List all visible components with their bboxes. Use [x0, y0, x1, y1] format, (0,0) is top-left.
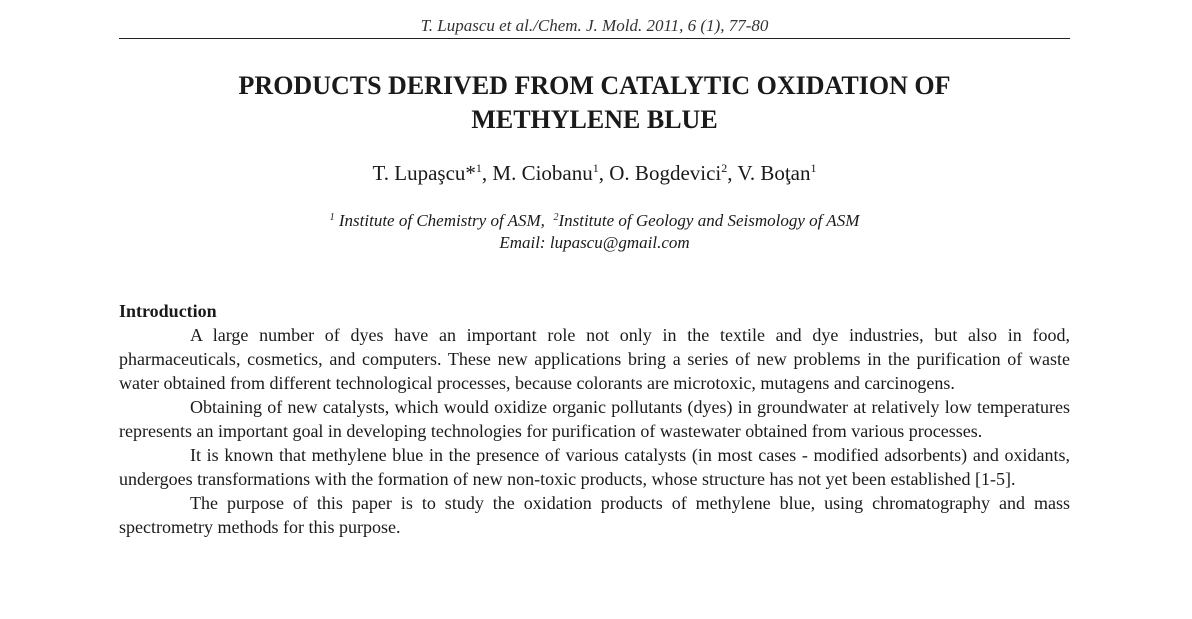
author-affiliation-mark: 1	[592, 161, 599, 175]
running-header: T. Lupascu et al./Chem. J. Mold. 2011, 6 (1), 77-80	[420, 16, 769, 35]
header-rule	[119, 38, 1070, 39]
contact-email: Email: lupascu@gmail.com	[499, 233, 690, 252]
affiliation-1: Institute of Chemistry of ASM,	[338, 211, 545, 230]
body-paragraph: It is known that methylene blue in the presence of various catalysts (in most cases - modified adsorbents) and oxidants, undergoes transformations with the formation of new non-toxic products, whose structure has not yet been established [1-5].	[119, 445, 1070, 489]
body-paragraph: Obtaining of new catalysts, which would oxidize organic pollutants (dyes) in groundwater at relatively low temperatures represents an important goal in developing technologies for purification of wastewater obtained from various processes.	[119, 397, 1070, 441]
author-name: T. Lupaşcu*	[372, 161, 476, 185]
author-list: T. Lupaşcu*$^1$, M. Ciobanu$^1$, O. Bogdevici$^2$, V. Boţan$^1$	[372, 161, 817, 185]
affiliation-mark: 2	[553, 212, 559, 223]
author-name: V. Boţan	[737, 161, 811, 185]
author-affiliation-mark: 1	[810, 161, 817, 175]
introduction-body	[119, 323, 1070, 539]
paper-title-line-2: METHYLENE BLUE	[471, 105, 718, 134]
paper-title-line-1: PRODUCTS DERIVED FROM CATALYTIC OXIDATION OF	[238, 71, 951, 100]
author-affiliation-mark: 2	[721, 161, 728, 175]
author-name: O. Bogdevici	[609, 161, 722, 185]
affiliation-mark: 1	[329, 212, 335, 223]
body-paragraph: The purpose of this paper is to study the oxidation products of methylene blue, using chromatography and mass spectrometry methods for this purpose.	[119, 493, 1070, 537]
paper-title	[119, 69, 1070, 137]
affiliation-2: Institute of Geology and Seismology of ASM	[558, 211, 860, 230]
body-paragraph: A large number of dyes have an important role not only in the textile and dye industries, but also in food, pharmaceuticals, cosmetics, and computers. These new applications bring a series of new problems in the purification of waste water obtained from different technological processes, because colorants are microtoxic, mutagens and carcinogens.	[119, 325, 1070, 393]
author-affiliation-mark: 1	[475, 161, 482, 175]
section-heading-introduction: Introduction	[119, 301, 217, 321]
author-name: M. Ciobanu	[492, 161, 593, 185]
